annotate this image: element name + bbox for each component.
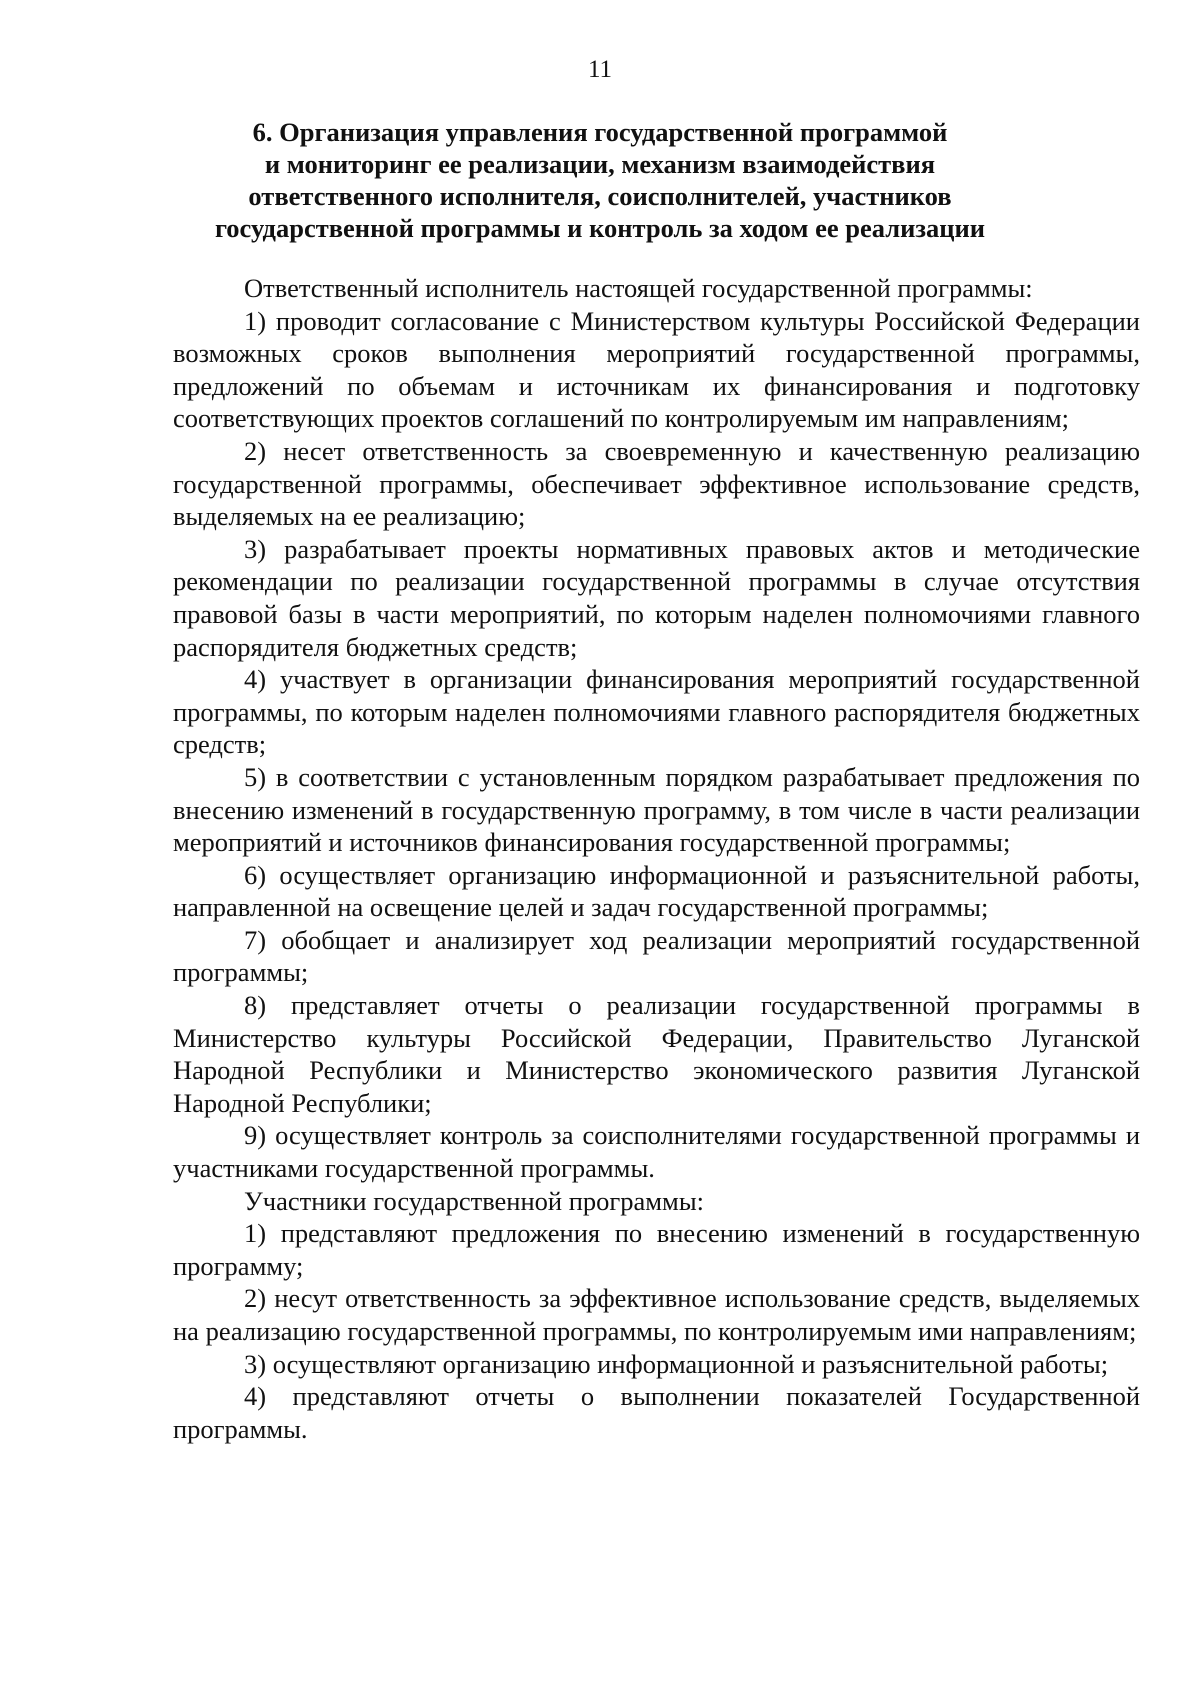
heading-line: 6. Организация управления государственной программой xyxy=(252,117,948,147)
participant-item-1: 1) представляют предложения по внесению изменений в государственную программу; xyxy=(173,1218,1140,1281)
executor-item-7: 7) обобщает и анализирует ход реализации мероприятий государственной программы; xyxy=(173,924,1140,988)
body-text xyxy=(173,272,1140,1445)
executor-item-2: 2) несет ответственность за своевременную и качественную реализацию государственной программы, обеспечивает эффективное использование средств, выделяемых на ее реализацию; xyxy=(173,435,1140,532)
heading-line: ответственного исполнителя, соисполнителей, участников xyxy=(248,181,952,211)
participant-item-3: 3) осуществляют организацию информационной и разъяснительной работы; xyxy=(244,1348,1109,1379)
section-heading xyxy=(0,116,1200,244)
intro-responsible-executor: Ответственный исполнитель настоящей государственной программы: xyxy=(244,273,1033,303)
participant-item-4: 4) представляют отчеты о выполнении показателей Государственной программы. xyxy=(173,1381,1140,1444)
executor-item-5: 5) в соответствии с установленным порядком разрабатывает предложения по внесению изменений в государственную программу, в том числе в части реализации мероприятий и источников финансирования государственной программы; xyxy=(173,761,1140,858)
heading-line: государственной программы и контроль за ходом ее реализации xyxy=(214,213,986,243)
executor-item-4: 4) участвует в организации финансирования мероприятий государственной программы, по которым наделен полномочиями главного распорядителя бюджетных средств; xyxy=(173,664,1140,760)
executor-item-3: 3) разрабатывает проекты нормативных правовых актов и методические рекомендации по реализации государственной программы в случае отсутствия правовой базы в части мероприятий, по которым наделен полномочиями главного распорядителя бюджетных средств; xyxy=(173,533,1140,662)
intro-participants: Участники государственной программы: xyxy=(244,1185,704,1216)
executor-item-1: 1) проводит согласование с Министерством культуры Российской Федерации возможных сроков выполнения мероприятий государственной программы, предложений по объемам и источникам их финансирования и подготовку соответствующих проектов соглашений по контролируемым им направлениям; xyxy=(173,305,1140,434)
executor-item-6: 6) осуществляет организацию информационной и разъяснительной работы, направленной на освещение целей и задач государственной программы; xyxy=(173,859,1140,923)
page-number: 11 xyxy=(587,56,613,83)
executor-item-9: 9) осуществляет контроль за соисполнителями государственной программы и участниками государственной программы. xyxy=(173,1120,1140,1184)
executor-item-8: 8) представляет отчеты о реализации государственной программы в Министерство культуры Российской Федерации, Правительство Луганской Народной Республики и Министерство экономического развития Луганской Народной Республики; xyxy=(173,990,1140,1118)
heading-line: и мониторинг ее реализации, механизм взаимодействия xyxy=(264,149,936,179)
participant-item-2: 2) несут ответственность за эффективное использование средств, выделяемых на реализацию государственной программы, по контролируемым ими направлениям; xyxy=(173,1283,1140,1346)
